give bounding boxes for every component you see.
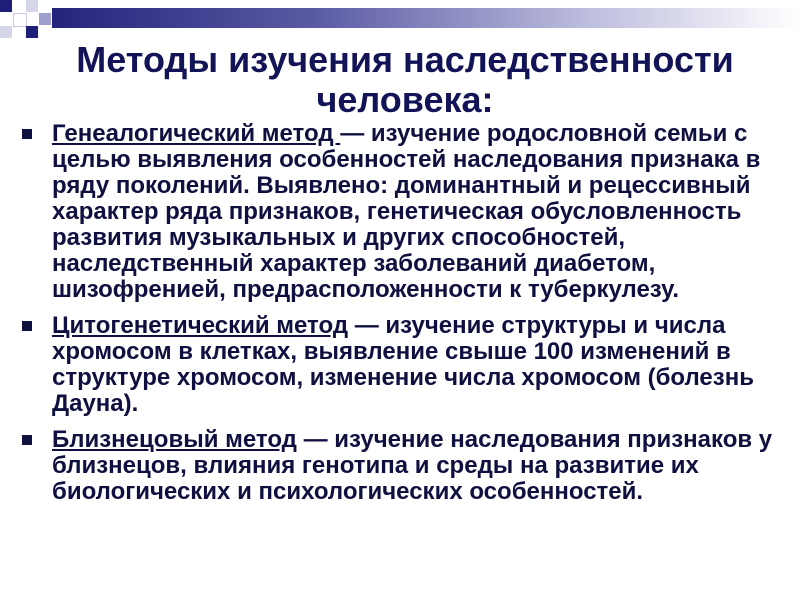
top-gradient-bar xyxy=(52,8,800,28)
bullet-text: — изучение структуры и числа хромосом в клетках, выявление свыше 100 изменений в структуре хромосом, изменение числа хромосом (болезнь Дауна). xyxy=(52,312,754,417)
decor-square xyxy=(39,13,51,25)
bullet-item-twin xyxy=(20,427,790,505)
decor-square xyxy=(0,26,12,38)
slide-title: Методы изучения наследственности человека: xyxy=(76,39,734,120)
bullet-text: — изучение наследования признаков у близнецов, влияния генотипа и среды на развитие их биологических и психологических особенностей. xyxy=(52,426,773,505)
square-bullet-icon xyxy=(22,435,32,445)
decor-square xyxy=(26,26,38,38)
decor-square xyxy=(13,13,27,27)
bullet-term: Генеалогический метод xyxy=(52,120,341,147)
bullet-term: Цитогенетический метод xyxy=(52,312,349,339)
bullet-item-cytogenetic xyxy=(20,313,790,417)
bullet-list xyxy=(20,121,790,515)
bullet-text: — изучение родословной семьи с целью выявления особенностей наследования признака в ряду поколений. Выявлено: доминантный и рецессивный характер ряда признаков, генетическая обусловленность развития музыкальных и других способностей, наследственный характер заболеваний диабетом, шизофренией, предрасположенности к туберкулезу. xyxy=(52,120,761,303)
decor-square xyxy=(0,0,12,12)
square-bullet-icon xyxy=(22,321,32,331)
bullet-item-genealogical xyxy=(20,121,790,303)
corner-squares-decoration xyxy=(0,0,60,40)
bullet-term: Близнецовый метод xyxy=(52,426,297,453)
decor-square xyxy=(26,0,38,12)
square-bullet-icon xyxy=(22,129,32,139)
